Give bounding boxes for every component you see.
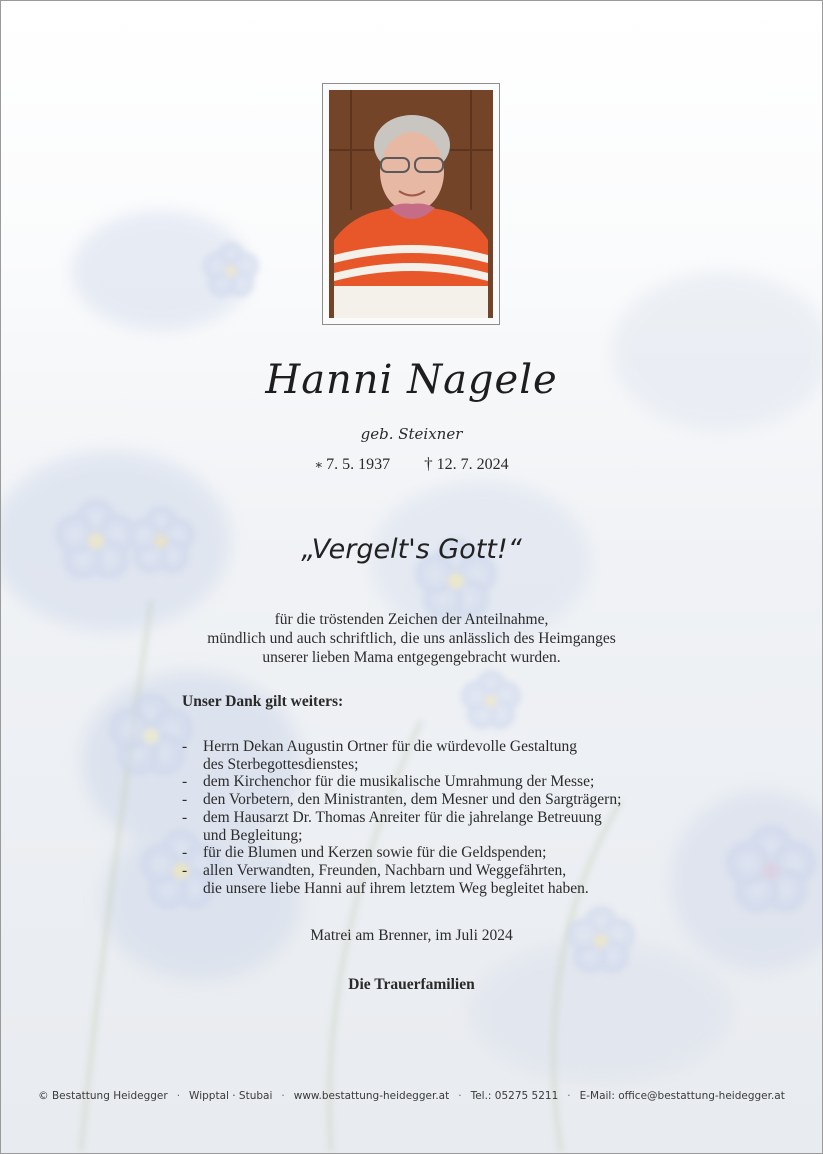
list-item: - für die Blumen und Kerzen sowie für die Geldspenden; bbox=[182, 844, 702, 862]
footer-website[interactable]: www.bestattung-heidegger.at bbox=[293, 1090, 450, 1102]
birth-date: 7. 5. 1937 bbox=[326, 456, 391, 473]
list-item: - den Vorbetern, den Ministranten, dem Mesner und den Sargträgern; bbox=[182, 791, 702, 809]
list-item: - dem Hausarzt Dr. Thomas Anreiter für die jahrelange Betreuung und Begleitung; bbox=[182, 809, 702, 844]
thanks-list bbox=[182, 738, 702, 897]
footer: © Bestattung Heidegger · Wipptal · Stubai · www.bestattung-heidegger.at · Tel.: 05275 5211 · E-Mail: office@bestattung-heidegger.at bbox=[38, 1090, 785, 1102]
maiden-name: geb. Steixner bbox=[360, 425, 463, 443]
footer-company: © Bestattung Heidegger bbox=[38, 1090, 168, 1102]
birth-star-icon: ∗ bbox=[314, 457, 324, 472]
list-item: - dem Kirchenchor für die musikalische Umrahmung der Messe; bbox=[182, 773, 702, 791]
intro-paragraph bbox=[1, 610, 822, 667]
portrait-photo-frame bbox=[322, 83, 500, 325]
thanks-list-label: Unser Dank gilt weiters: bbox=[182, 693, 344, 710]
footer-region: Wipptal · Stubai bbox=[189, 1090, 273, 1102]
deceased-name: Hanni Nagele bbox=[265, 357, 558, 403]
intro-line: mündlich und auch schriftlich, die uns anlässlich des Heimganges bbox=[207, 630, 616, 647]
death-cross-icon: † bbox=[424, 454, 433, 473]
place-and-date: Matrei am Brenner, im Juli 2024 bbox=[310, 927, 513, 944]
footer-email[interactable]: E-Mail: office@bestattung-heidegger.at bbox=[579, 1090, 785, 1102]
thanks-heading: „Vergelt's Gott!“ bbox=[301, 534, 522, 565]
footer-phone: Tel.: 05275 5211 bbox=[470, 1090, 559, 1102]
intro-line: unserer lieben Mama entgegengebracht wurden. bbox=[262, 649, 561, 666]
list-item: - allen Verwandten, Freunden, Nachbarn und Weggefährten, die unsere liebe Hanni auf ihrem letztem Weg begleitet haben. bbox=[182, 862, 702, 897]
life-dates bbox=[1, 454, 822, 474]
portrait-photo bbox=[329, 90, 493, 318]
intro-line: für die tröstenden Zeichen der Anteilnahme, bbox=[274, 611, 549, 628]
list-item: - Herrn Dekan Augustin Ortner für die würdevolle Gestaltung des Sterbegottesdienstes; bbox=[182, 738, 702, 773]
death-date: 12. 7. 2024 bbox=[436, 456, 509, 473]
signature: Die Trauerfamilien bbox=[348, 976, 475, 993]
